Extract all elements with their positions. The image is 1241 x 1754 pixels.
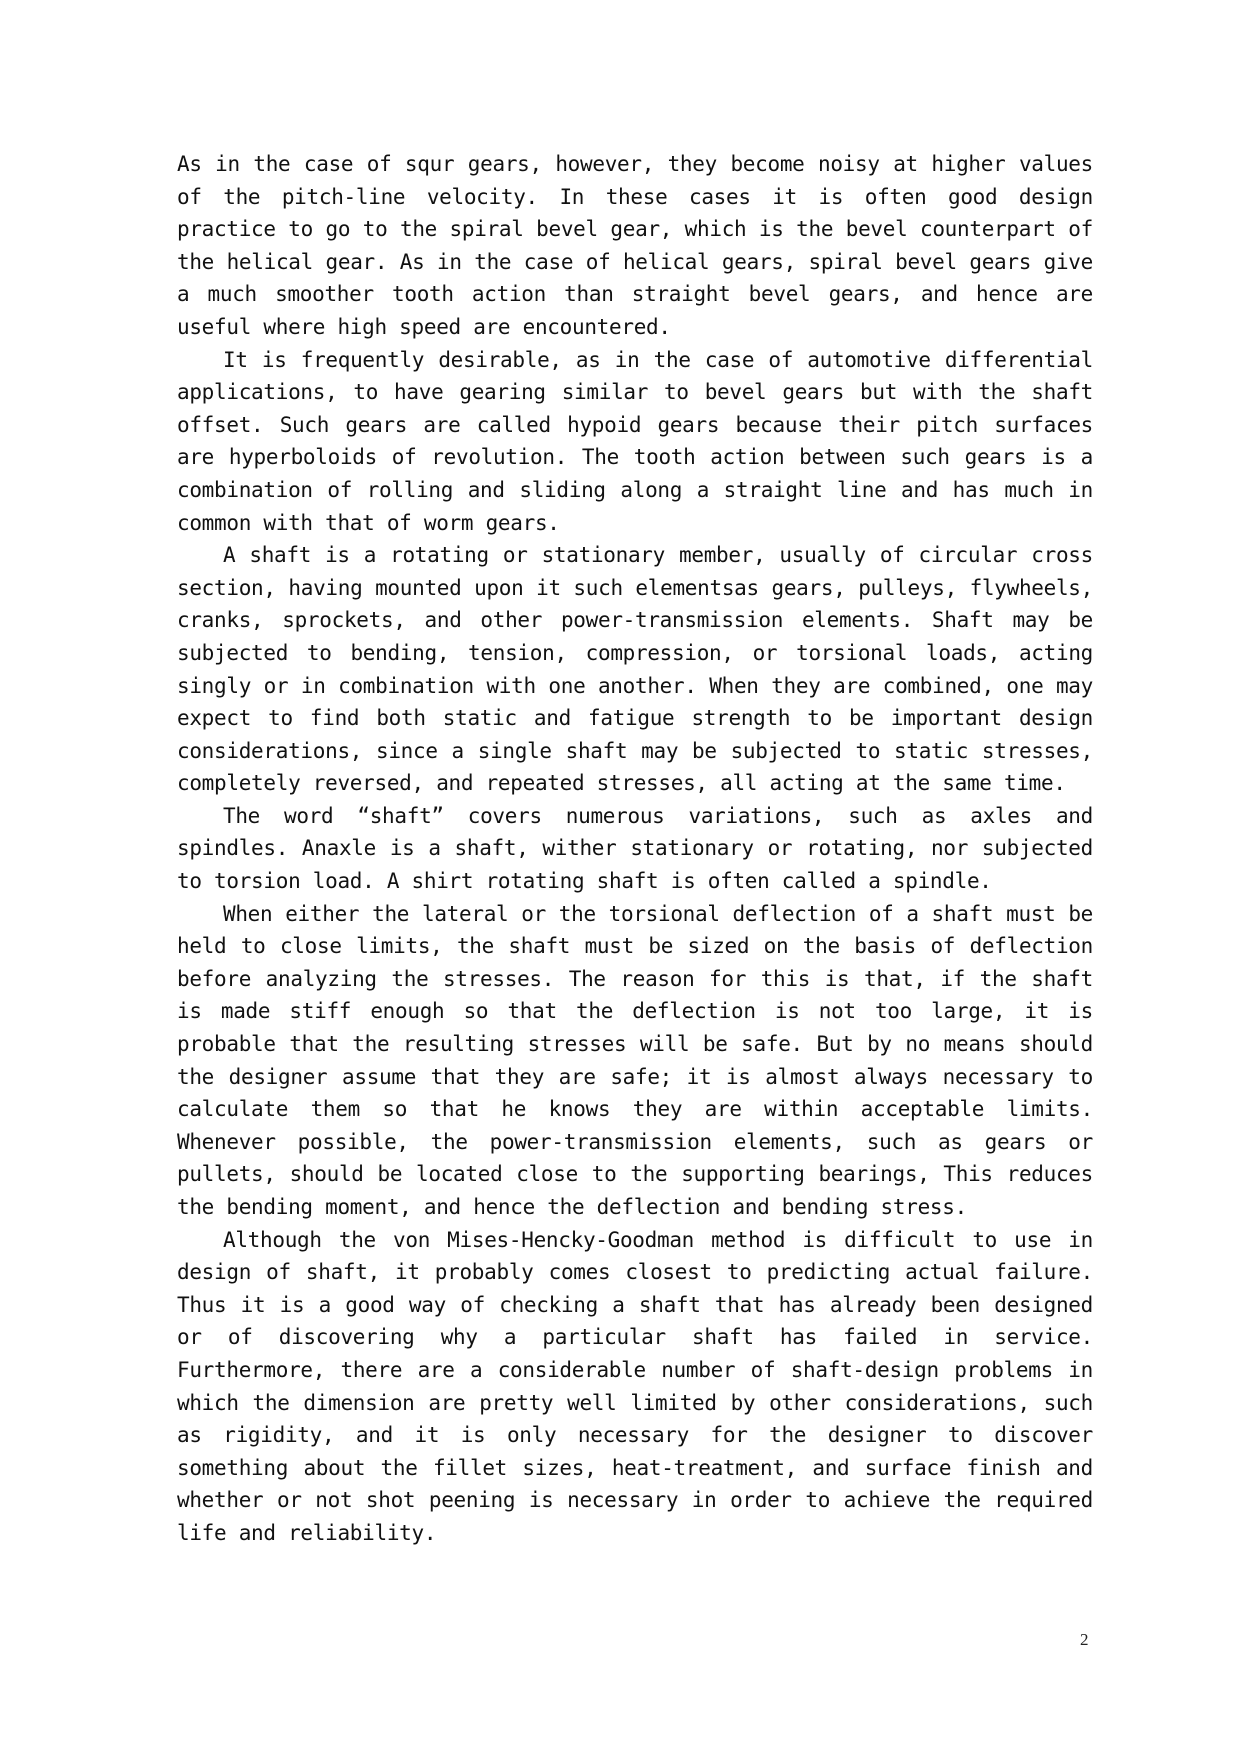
page-number: 2 xyxy=(1080,1630,1089,1649)
paragraph-6: Although the von Mises-Hencky-Goodman method is difficult to use in design of shaft, it probably comes closest to predicting actual failure. Thus it is a good way of checking a shaft that has already been designed or of discovering why a particular shaft has failed in service. Furthermore, there are a considerable number of shaft-design problems in which the dimension are pretty well limited by other considerations, such as rigidity, and it is only necessary for the designer to discover something about the fillet sizes, heat-treatment, and surface finish and whether or not shot peening is necessary in order to achieve the required life and reliability. xyxy=(177,1227,1093,1545)
paragraph-5: When either the lateral or the torsional deflection of a shaft must be held to close limits, the shaft must be sized on the basis of deflection before analyzing the stresses. The reason for this is that, if the shaft is made stiff enough so that the deflection is not too large, it is probable that the resulting stresses will be safe. But by no means should the designer assume that they are safe; it is almost always necessary to calculate them so that he knows they are within acceptable limits. Whenever possible, the power-transmission elements, such as gears or pullets, should be located close to the supporting bearings, This reduces the bending moment, and hence the deflection and bending stress. xyxy=(177,901,1093,1219)
paragraph-3: A shaft is a rotating or stationary member, usually of circular cross section, having mounted upon it such elementsas gears, pulleys, flywheels, cranks, sprockets, and other power-transmission elements. Shaft may be subjected to bending, tension, compression, or torsional loads, acting singly or in combination with one another. When they are combined, one may expect to find both static and fatigue strength to be important design considerations, since a single shaft may be subjected to static stresses, completely reversed, and repeated stresses, all acting at the same time. xyxy=(177,543,1093,796)
paragraph-1: As in the case of squr gears, however, they become noisy at higher values of the pitch-line velocity. In these cases it is often good design practice to go to the spiral bevel gear, which is the bevel counterpart of the helical gear. As in the case of helical gears, spiral bevel gears give a much smoother tooth action than straight bevel gears, and hence are useful where high speed are encountered. xyxy=(177,152,1093,339)
paragraph-4: The word “shaft” covers numerous variations, such as axles and spindles. Anaxle is a shaft, wither stationary or rotating, nor subjected to torsion load. A shirt rotating shaft is often called a spindle. xyxy=(177,803,1093,894)
paragraph-2: It is frequently desirable, as in the case of automotive differential applications, to have gearing similar to bevel gears but with the shaft offset. Such gears are called hypoid gears because their pitch surfaces are hyperboloids of revolution. The tooth action between such gears is a combination of rolling and sliding along a straight line and has much in common with that of worm gears. xyxy=(177,347,1093,535)
body-text xyxy=(177,148,1093,1550)
